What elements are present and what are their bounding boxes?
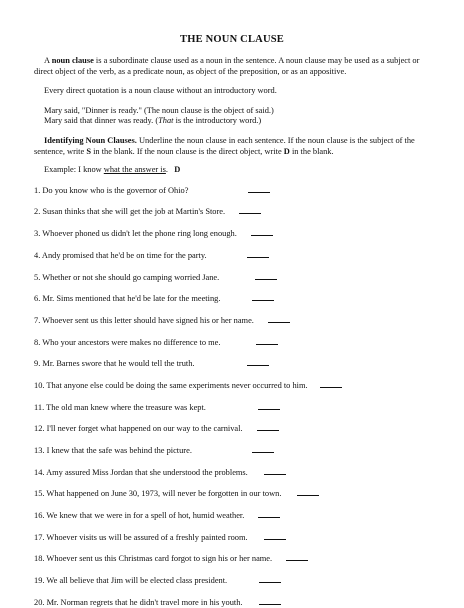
answer-blank[interactable] xyxy=(320,380,342,388)
list-item xyxy=(34,597,430,608)
list-item xyxy=(34,228,430,240)
answer-blank[interactable] xyxy=(239,206,261,214)
item-number: 12. xyxy=(34,424,45,434)
list-item xyxy=(34,337,430,349)
list-item xyxy=(34,510,430,522)
list-item xyxy=(34,532,430,544)
mary-examples xyxy=(34,106,430,127)
list-item xyxy=(34,293,430,305)
item-number: 11. xyxy=(34,402,45,412)
intro-rest: is a subordinate clause used as a noun in the sentence. A noun clause may be used as a subject or direct object of the verb, as a predicate noun, as object of the preposition, or as an appositive. xyxy=(34,56,420,76)
answer-blank[interactable] xyxy=(297,488,319,496)
list-item xyxy=(34,402,430,414)
item-sentence: Whoever visits us will be assured of a freshly painted room. xyxy=(46,532,248,542)
mary-example-1: Mary said, "Dinner is ready." (The noun clause is the object of said.) xyxy=(44,105,274,115)
item-number: 20. xyxy=(34,597,45,607)
example-line xyxy=(34,165,430,176)
item-sentence: Susan thinks that she will get the job at Martin's Store. xyxy=(42,207,226,217)
answer-blank[interactable] xyxy=(259,597,281,605)
list-item xyxy=(34,467,430,479)
instructions-s: S xyxy=(86,146,91,156)
item-sentence: We knew that we were in for a spell of hot, humid weather. xyxy=(46,511,245,521)
item-sentence: I knew that the safe was behind the picture. xyxy=(46,446,192,455)
answer-blank[interactable] xyxy=(256,337,278,345)
list-item xyxy=(34,575,430,587)
item-sentence: Who your ancestors were makes no difference to me. xyxy=(42,337,221,347)
item-number: 6. xyxy=(34,294,41,304)
answer-blank[interactable] xyxy=(247,358,269,366)
instructions xyxy=(34,136,430,157)
list-item xyxy=(34,445,430,457)
list-item xyxy=(34,380,430,392)
instructions-text-c: in the blank. xyxy=(289,146,334,156)
item-number: 18. xyxy=(34,554,45,564)
item-sentence: Whoever sent us this letter should have signed his or her name. xyxy=(42,315,254,325)
item-sentence: Amy assured Miss Jordan that she understood the problems. xyxy=(46,467,248,477)
item-number: 17. xyxy=(34,532,45,542)
instructions-text-a: Underline the noun clause in each sentence. If the noun clause is the subject of the sentence, write xyxy=(34,135,415,156)
list-item xyxy=(34,206,430,218)
answer-blank[interactable] xyxy=(264,532,286,540)
list-item xyxy=(34,358,430,370)
answer-blank[interactable] xyxy=(258,510,280,518)
answer-blank[interactable] xyxy=(259,575,281,583)
item-sentence: Whoever sent us this Christmas card forgot to sign his or her name. xyxy=(46,554,273,564)
item-sentence: Do you know who is the governor of Ohio? xyxy=(42,185,189,195)
item-number: 1. xyxy=(34,185,41,195)
answer-blank[interactable] xyxy=(247,250,269,258)
item-number: 15. xyxy=(34,489,45,499)
instructions-text-b: in the blank. If the noun clause is the direct object, write xyxy=(91,146,284,156)
item-sentence: Whether or not she should go camping worried Jane. xyxy=(42,272,220,282)
item-sentence: That anyone else could be doing the same experiments never occurred to him. xyxy=(46,380,308,390)
item-sentence: We all believe that Jim will be elected class president. xyxy=(46,576,228,586)
item-sentence: Mr. Norman regrets that he didn't travel more in his youth. xyxy=(46,597,243,607)
list-item xyxy=(34,553,430,565)
item-number: 19. xyxy=(34,576,45,586)
example-period: . xyxy=(165,165,168,175)
item-number: 13. xyxy=(34,446,45,455)
mary-example-2 xyxy=(34,116,430,127)
mary-example-2-that: That xyxy=(158,116,174,126)
answer-blank[interactable] xyxy=(257,423,279,431)
item-number: 16. xyxy=(34,511,45,521)
sentence-list xyxy=(34,185,430,608)
answer-blank[interactable] xyxy=(258,402,280,410)
item-number: 4. xyxy=(34,250,41,260)
list-item xyxy=(34,423,430,435)
item-number: 5. xyxy=(34,272,41,282)
answer-blank[interactable] xyxy=(252,293,274,301)
item-number: 2. xyxy=(34,207,41,217)
list-item xyxy=(34,250,430,262)
item-sentence: Mr. Sims mentioned that he'd be late for the meeting. xyxy=(42,294,221,304)
list-item xyxy=(34,272,430,284)
item-number: 7. xyxy=(34,315,41,325)
quotation-rule: Every direct quotation is a noun clause without an introductory word. xyxy=(44,86,277,96)
answer-blank[interactable] xyxy=(255,272,277,280)
item-number: 10. xyxy=(34,380,45,390)
list-item xyxy=(34,185,430,197)
intro-lead: A xyxy=(44,56,52,65)
example-answer: D xyxy=(174,165,181,175)
intro-paragraph xyxy=(34,56,430,77)
item-sentence: What happened on June 30, 1973, will never be forgotten in our town. xyxy=(46,489,282,499)
answer-blank[interactable] xyxy=(264,467,286,475)
intro-term: noun clause xyxy=(51,56,94,65)
page-title: THE NOUN CLAUSE xyxy=(180,34,284,45)
item-number: 14. xyxy=(34,467,45,477)
item-sentence: Mr. Barnes swore that he would tell the truth. xyxy=(42,359,195,369)
example-underlined: what the answer is xyxy=(103,165,166,175)
answer-blank[interactable] xyxy=(251,228,273,236)
mary-example-2-a: Mary said that dinner was ready. ( xyxy=(44,116,159,126)
instructions-d: D xyxy=(283,146,290,156)
list-item xyxy=(34,488,430,500)
item-sentence: I'll never forget what happened on our way to the carnival. xyxy=(46,424,243,434)
mary-example-2-b: is the introductory word.) xyxy=(173,116,262,126)
list-item xyxy=(34,315,430,327)
instructions-heading: Identifying Noun Clauses. xyxy=(44,135,137,145)
answer-blank[interactable] xyxy=(286,553,308,561)
item-number: 8. xyxy=(34,337,41,347)
item-sentence: Andy promised that he'd be on time for the party. xyxy=(41,250,207,260)
item-sentence: The old man knew where the treasure was kept. xyxy=(46,402,206,412)
item-number: 9. xyxy=(34,359,41,369)
example-prefix: Example: I know xyxy=(44,165,104,175)
answer-blank[interactable] xyxy=(252,445,274,453)
item-number: 3. xyxy=(34,229,41,239)
answer-blank[interactable] xyxy=(268,315,290,323)
answer-blank[interactable] xyxy=(248,185,270,193)
item-sentence: Whoever phoned us didn't let the phone ring long enough. xyxy=(42,229,237,239)
